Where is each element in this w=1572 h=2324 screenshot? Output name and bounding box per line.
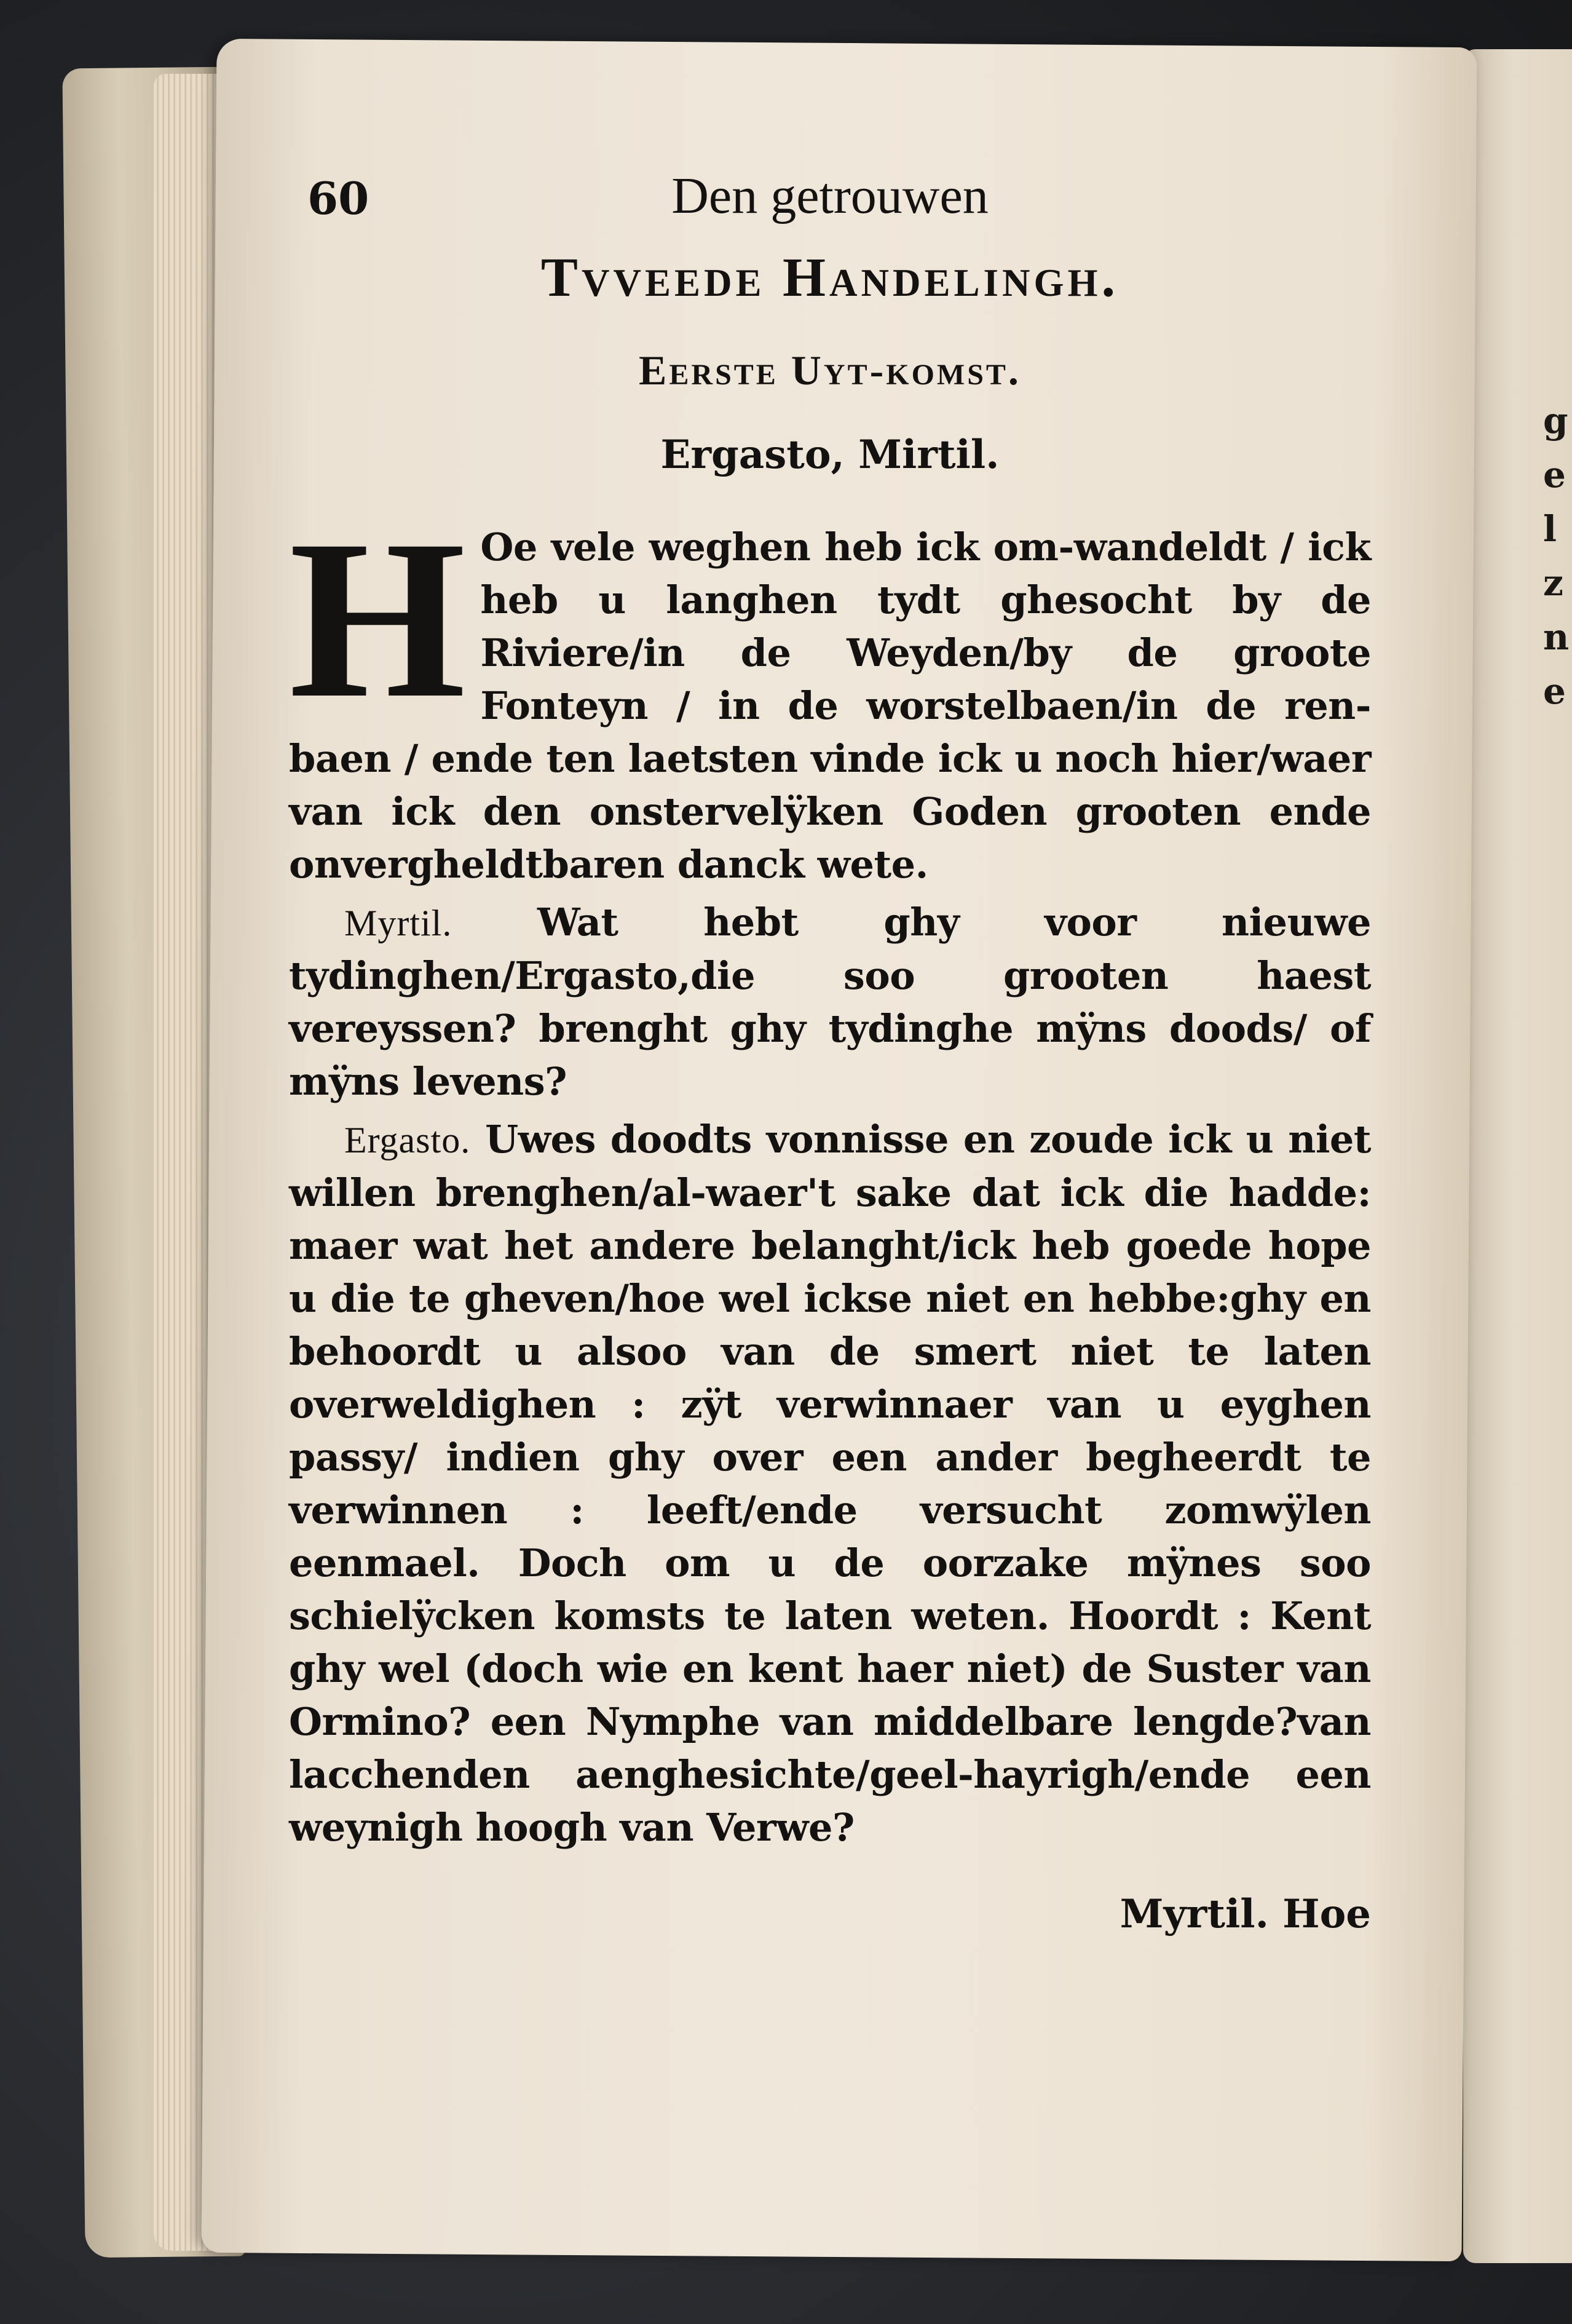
running-head: Den getrouwen	[671, 167, 989, 224]
speaker-name: Myrtil.	[344, 903, 452, 943]
paragraph-text: Uwes doodts vonnisse en zoude ick u niet willen brenghen/al-waer't sake dat ick die hadde: maer wat het andere belanght/ick heb goede hope u die te gheven/hoe wel ickse niet en hebbe:ghy en behoordt u alsoo van de smert niet te laten overweldighen : zÿt verwinnaer van u eyghen passy/ indien ghy over een ander begheerdt te verwinnen : leeft/ende versucht zomwÿlen eenmael. Doch om u de oorzake mÿnes soo schielÿcken komsts te laten weten. Hoordt : Kent ghy wel (doch wie en kent haer niet) de Suster van Ormino? een Nymphe van middelbare lengde?van lacchenden aenghesichte/geel-hayrigh/ende een weynigh hoogh van Verwe?	[289, 1117, 1371, 1850]
opening-paragraph	[289, 493, 1371, 891]
paragraph-text: Wat hebt ghy voor nieuwe tydinghen/Ergasto,die soo grooten haest vereyssen? brenght ghy tydinghe mÿns doods/ of mÿns levens?	[289, 900, 1371, 1104]
drop-cap: H	[289, 493, 466, 745]
page-header	[289, 154, 1371, 228]
speech-paragraph	[289, 896, 1371, 1108]
scene-title: Eerste Uyt-komst.	[639, 347, 1021, 394]
facing-page-edge	[1463, 49, 1572, 2263]
act-title: Tvveede Handelingh.	[540, 247, 1120, 308]
catchword: Myrtil. Hoe	[1120, 1891, 1371, 1937]
dialogue-body	[289, 493, 1371, 1854]
page-content	[289, 154, 1371, 1937]
facing-page-letters: g e l z n e	[1543, 400, 1570, 712]
page-number: 60	[307, 172, 369, 224]
speech-paragraph	[289, 1113, 1371, 1854]
characters-line: Ergasto, Mirtil.	[660, 432, 1000, 478]
speaker-name: Ergasto.	[344, 1120, 471, 1160]
paragraph-text: Oe vele weghen heb ick om-wandeldt / ick heb u langhen tydt ghesocht by de Riviere/in de Weyden/by de groote Fonteyn / in de worstelbaen/in de ren-baen / ende ten laetsten vinde ick u noch hier/waer van ick den onstervelÿken Goden grooten ende onvergheldtbaren danck wete.	[289, 525, 1371, 887]
